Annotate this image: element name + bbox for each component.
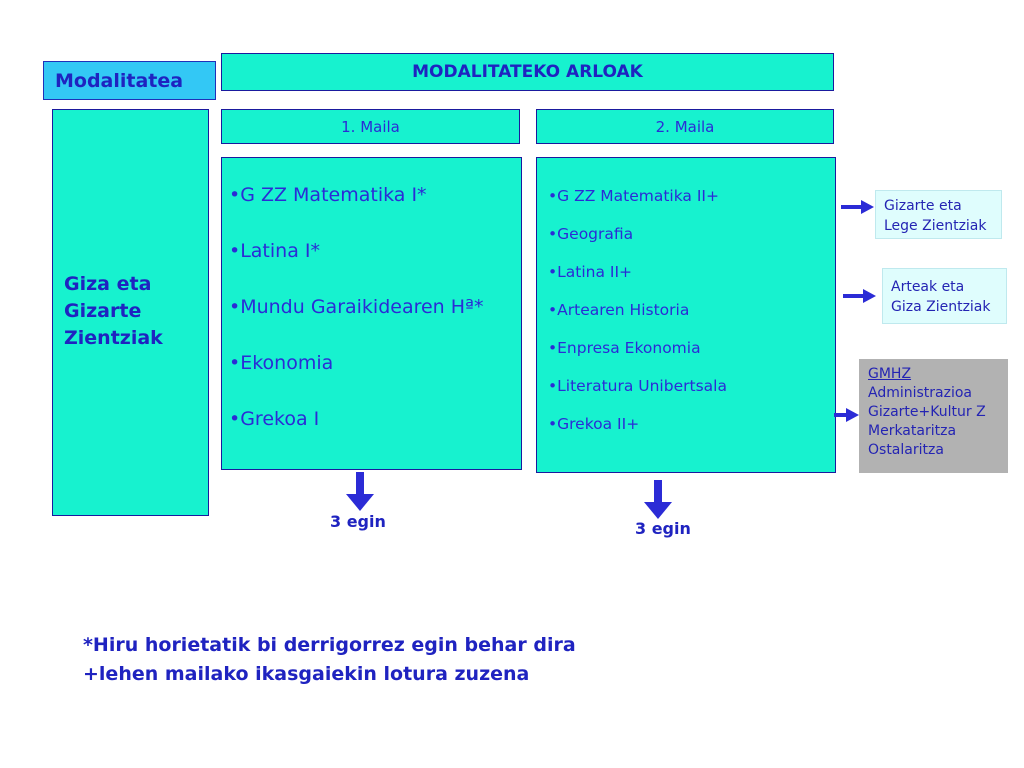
subject-item: •Enpresa Ekonomia bbox=[548, 339, 701, 357]
subject-item: •Geografia bbox=[548, 225, 634, 243]
modality-line: Giza eta bbox=[64, 273, 152, 295]
arrow-right-icon bbox=[841, 198, 875, 216]
choose-three-label: 3 egin bbox=[635, 519, 691, 538]
choose-three-label: 3 egin bbox=[330, 512, 386, 531]
pathway-gizarte-lege bbox=[875, 190, 1002, 239]
subject-item: •Latina I* bbox=[229, 240, 320, 262]
pathway-gmhz bbox=[859, 359, 1008, 473]
pathway-arteak-giza bbox=[882, 268, 1007, 324]
footnote-mandatory: *Hiru horietatik bi derrigorrez egin behar dira bbox=[83, 634, 576, 656]
modalitatea-header: Modalitatea bbox=[43, 61, 216, 100]
level-1-subject-list bbox=[221, 157, 522, 470]
pathway-line: Lege Zientziak bbox=[884, 218, 987, 234]
arrow-right-icon bbox=[834, 406, 860, 424]
subject-item: •Grekoa I bbox=[229, 408, 320, 430]
modalitateko-arloak-header: MODALITATEKO ARLOAK bbox=[221, 53, 834, 91]
footnote-continuity: +lehen mailako ikasgaiekin lotura zuzena bbox=[83, 663, 530, 685]
modality-line: Zientziak bbox=[64, 327, 163, 349]
pathway-line: Giza Zientziak bbox=[891, 299, 991, 315]
arrow-down-icon bbox=[644, 480, 672, 520]
pathway-line: Arteak eta bbox=[891, 279, 965, 295]
modality-line: Gizarte bbox=[64, 300, 142, 322]
pathway-line: Gizarte+Kultur Z bbox=[868, 404, 986, 420]
subject-item: •Ekonomia bbox=[229, 352, 334, 374]
subject-item: •Mundu Garaikidearen Hª* bbox=[229, 296, 484, 318]
arrow-right-icon bbox=[843, 287, 877, 305]
level-2-header: 2. Maila bbox=[536, 109, 834, 144]
gmhz-link[interactable]: GMHZ bbox=[868, 366, 912, 382]
subject-item: •G ZZ Matematika I* bbox=[229, 184, 427, 206]
subject-item: •Grekoa II+ bbox=[548, 415, 640, 433]
subject-item: •G ZZ Matematika II+ bbox=[548, 187, 719, 205]
pathway-line: Ostalaritza bbox=[868, 442, 944, 458]
pathway-line: Merkataritza bbox=[868, 423, 957, 439]
pathway-line: Gizarte eta bbox=[884, 198, 962, 214]
modality-box bbox=[52, 109, 209, 516]
footnotes bbox=[83, 631, 576, 689]
arrow-down-icon bbox=[346, 472, 374, 512]
subject-item: •Literatura Unibertsala bbox=[548, 377, 727, 395]
subject-item: •Latina II+ bbox=[548, 263, 633, 281]
subject-item: •Artearen Historia bbox=[548, 301, 690, 319]
level-2-subject-list bbox=[536, 157, 836, 473]
level-1-header: 1. Maila bbox=[221, 109, 520, 144]
pathway-line: Administrazioa bbox=[868, 385, 973, 401]
